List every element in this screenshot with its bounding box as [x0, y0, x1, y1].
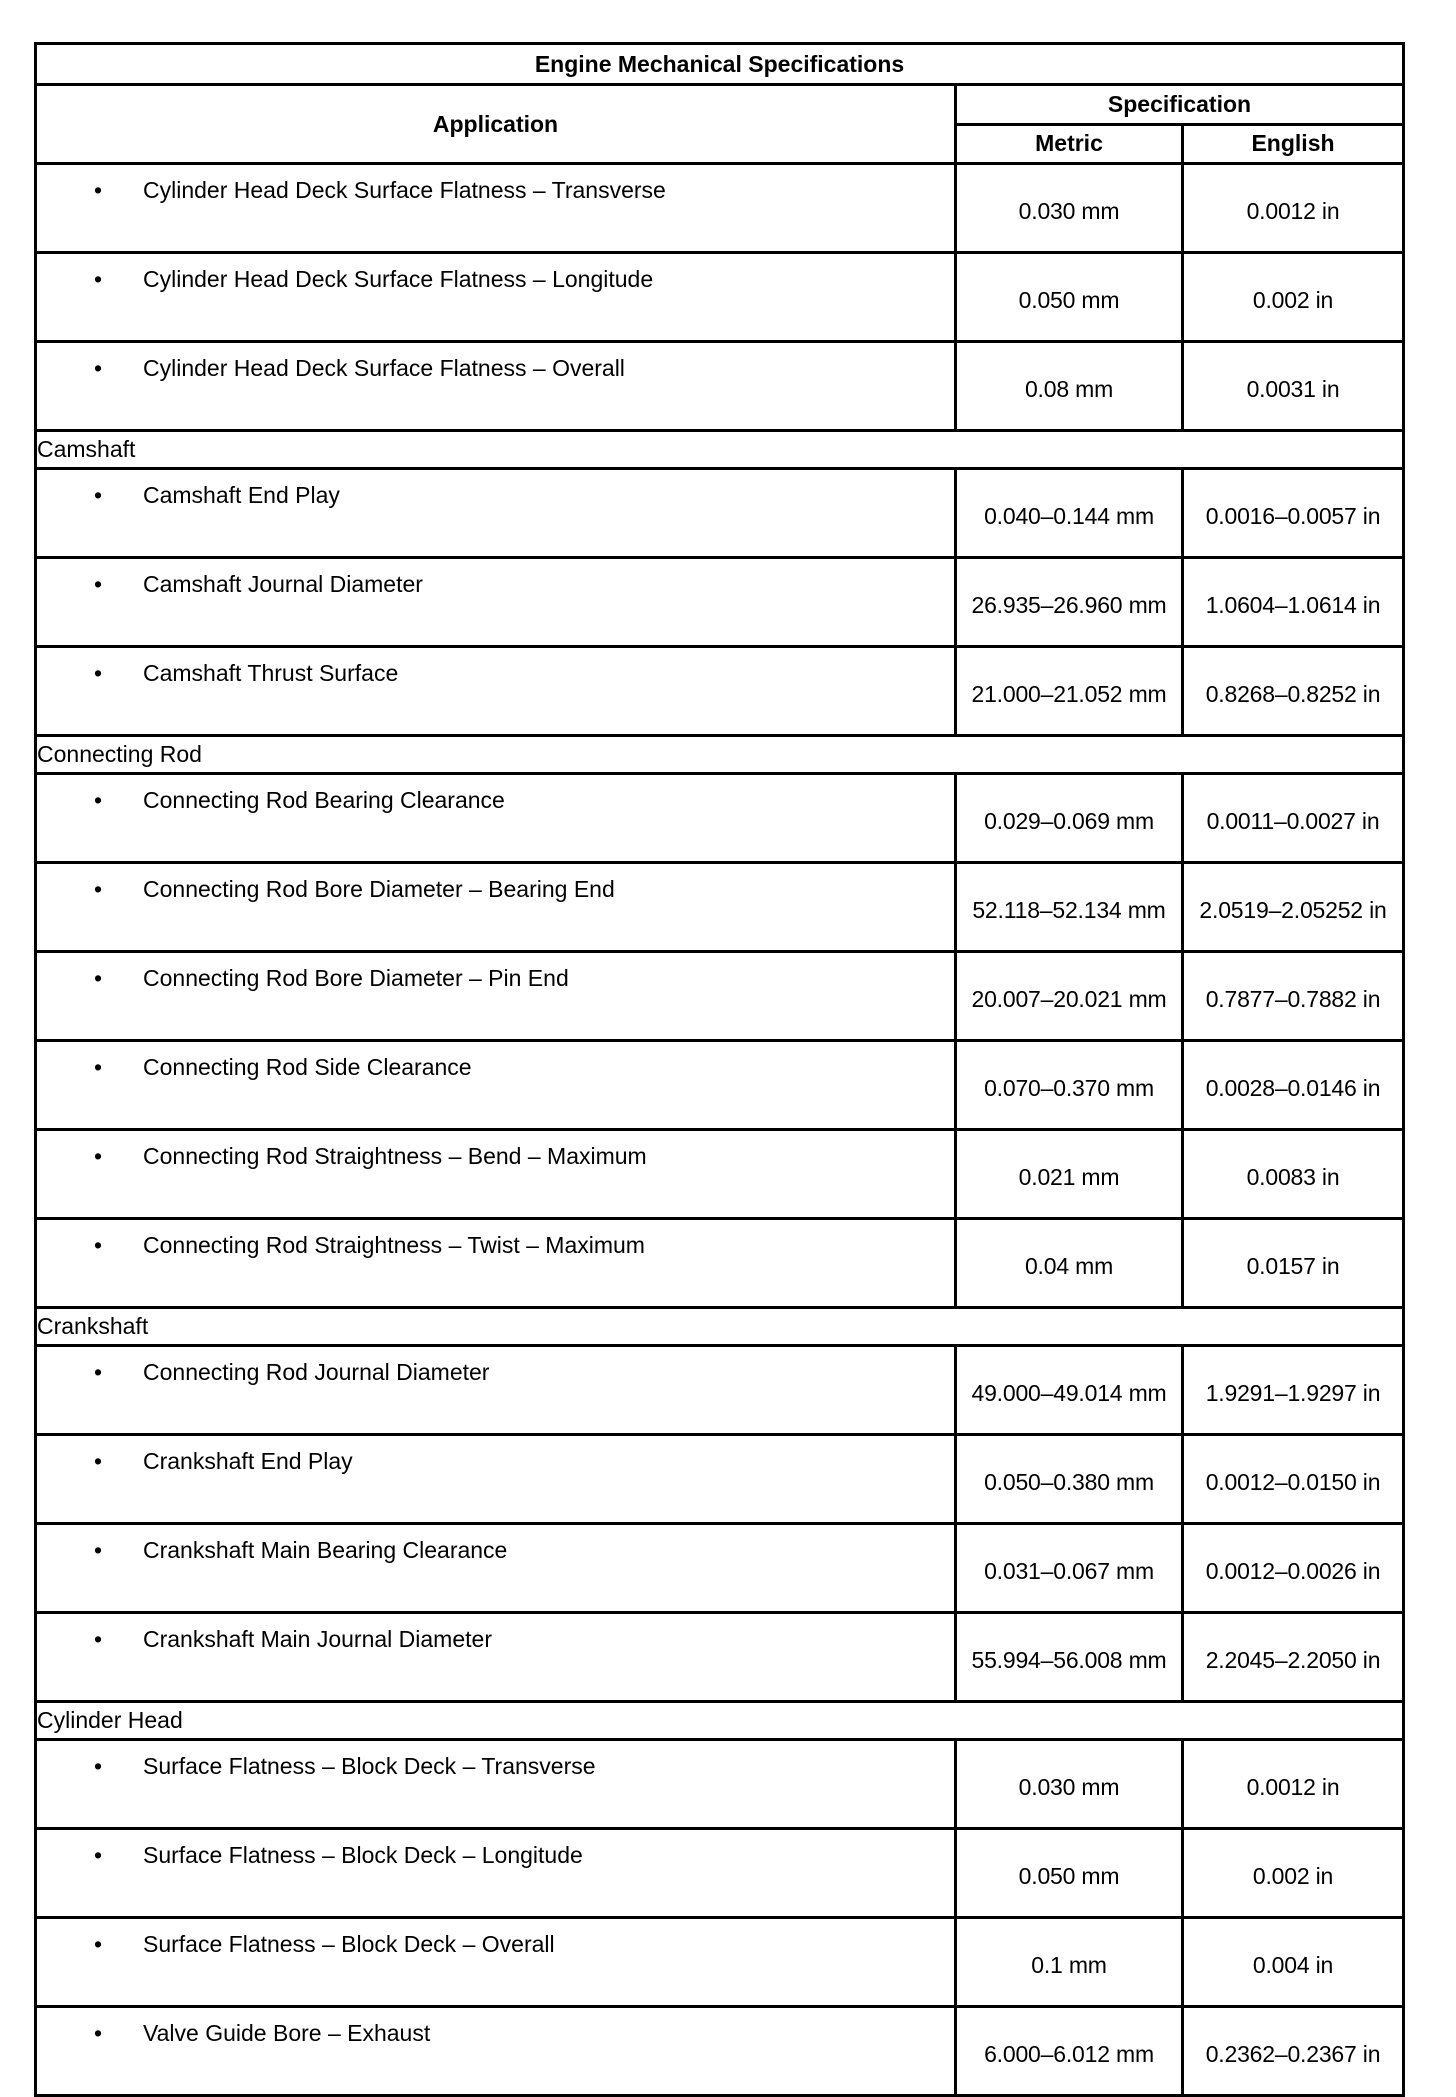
application-label: Connecting Rod Straightness – Bend – Maximum	[143, 1143, 647, 1169]
bullet-icon: •	[94, 1753, 103, 1779]
table-row	[36, 1435, 1404, 1524]
table-row	[36, 1524, 1404, 1613]
bullet-icon: •	[94, 965, 103, 991]
english-header: English	[1183, 124, 1404, 164]
bullet-icon: •	[94, 571, 103, 597]
application-cell	[36, 164, 956, 253]
application-cell	[36, 952, 956, 1041]
table-row	[36, 1829, 1404, 1918]
table-row	[36, 1130, 1404, 1219]
english-value: 0.0012–0.0026 in	[1183, 1524, 1404, 1613]
english-value: 0.0157 in	[1183, 1219, 1404, 1308]
header-row	[36, 85, 1404, 125]
section-row	[36, 1308, 1404, 1346]
application-cell	[36, 1613, 956, 1702]
table-row	[36, 863, 1404, 952]
english-value: 0.0012 in	[1183, 164, 1404, 253]
application-label: Connecting Rod Bore Diameter – Bearing End	[143, 876, 615, 902]
application-cell	[36, 1219, 956, 1308]
english-value: 0.0012 in	[1183, 1740, 1404, 1829]
table-row	[36, 469, 1404, 558]
table-row	[36, 952, 1404, 1041]
specifications-table	[34, 42, 1405, 2097]
table-row	[36, 647, 1404, 736]
application-cell	[36, 1130, 956, 1219]
english-value: 1.0604–1.0614 in	[1183, 558, 1404, 647]
metric-value: 49.000–49.014 mm	[956, 1346, 1183, 1435]
metric-value: 0.070–0.370 mm	[956, 1041, 1183, 1130]
application-cell	[36, 1524, 956, 1613]
metric-value: 0.031–0.067 mm	[956, 1524, 1183, 1613]
application-cell	[36, 1829, 956, 1918]
table-row	[36, 2007, 1404, 2096]
english-value: 0.0031 in	[1183, 342, 1404, 431]
english-value: 0.8268–0.8252 in	[1183, 647, 1404, 736]
english-value: 0.004 in	[1183, 1918, 1404, 2007]
english-value: 2.2045–2.2050 in	[1183, 1613, 1404, 1702]
metric-value: 0.029–0.069 mm	[956, 774, 1183, 863]
application-label: Crankshaft Main Journal Diameter	[143, 1626, 492, 1652]
metric-header: Metric	[956, 124, 1183, 164]
application-cell	[36, 1435, 956, 1524]
bullet-icon: •	[94, 1842, 103, 1868]
application-cell	[36, 253, 956, 342]
english-value: 0.0028–0.0146 in	[1183, 1041, 1404, 1130]
application-label: Crankshaft Main Bearing Clearance	[143, 1537, 508, 1563]
application-cell	[36, 1041, 956, 1130]
english-value: 2.0519–2.05252 in	[1183, 863, 1404, 952]
application-label: Cylinder Head Deck Surface Flatness – Longitude	[143, 266, 654, 292]
section-heading: Connecting Rod	[36, 736, 1404, 774]
bullet-icon: •	[94, 660, 103, 686]
bullet-icon: •	[94, 876, 103, 902]
english-value: 0.0016–0.0057 in	[1183, 469, 1404, 558]
table-row	[36, 1346, 1404, 1435]
metric-value: 0.040–0.144 mm	[956, 469, 1183, 558]
bullet-icon: •	[94, 787, 103, 813]
english-value: 0.002 in	[1183, 253, 1404, 342]
application-label: Connecting Rod Straightness – Twist – Maximum	[143, 1232, 645, 1258]
metric-value: 0.030 mm	[956, 1740, 1183, 1829]
table-row	[36, 774, 1404, 863]
application-label: Cylinder Head Deck Surface Flatness – Overall	[143, 355, 625, 381]
metric-value: 0.04 mm	[956, 1219, 1183, 1308]
application-cell	[36, 2007, 956, 2096]
metric-value: 21.000–21.052 mm	[956, 647, 1183, 736]
application-label: Camshaft Thrust Surface	[143, 660, 399, 686]
english-value: 0.002 in	[1183, 1829, 1404, 1918]
application-label: Surface Flatness – Block Deck – Overall	[143, 1931, 555, 1957]
application-label: Surface Flatness – Block Deck – Transverse	[143, 1753, 596, 1779]
table-title-row	[36, 44, 1404, 85]
application-cell	[36, 1740, 956, 1829]
section-heading: Cylinder Head	[36, 1702, 1404, 1740]
metric-value: 0.050 mm	[956, 253, 1183, 342]
metric-value: 0.08 mm	[956, 342, 1183, 431]
bullet-icon: •	[94, 355, 103, 381]
section-heading: Camshaft	[36, 431, 1404, 469]
table-row	[36, 1041, 1404, 1130]
bullet-icon: •	[94, 1537, 103, 1563]
metric-value: 0.050 mm	[956, 1829, 1183, 1918]
bullet-icon: •	[94, 1626, 103, 1652]
table-title: Engine Mechanical Specifications	[36, 44, 1404, 85]
metric-value: 0.050–0.380 mm	[956, 1435, 1183, 1524]
bullet-icon: •	[94, 1931, 103, 1957]
application-label: Crankshaft End Play	[143, 1448, 353, 1474]
bullet-icon: •	[94, 1232, 103, 1258]
application-label: Cylinder Head Deck Surface Flatness – Transverse	[143, 177, 666, 203]
application-label: Connecting Rod Journal Diameter	[143, 1359, 490, 1385]
bullet-icon: •	[94, 266, 103, 292]
bullet-icon: •	[94, 1448, 103, 1474]
table-row	[36, 1918, 1404, 2007]
metric-value: 6.000–6.012 mm	[956, 2007, 1183, 2096]
section-heading: Crankshaft	[36, 1308, 1404, 1346]
application-header: Application	[36, 85, 956, 164]
metric-value: 0.021 mm	[956, 1130, 1183, 1219]
english-value: 0.2362–0.2367 in	[1183, 2007, 1404, 2096]
table-row	[36, 1740, 1404, 1829]
application-label: Surface Flatness – Block Deck – Longitude	[143, 1842, 583, 1868]
english-value: 1.9291–1.9297 in	[1183, 1346, 1404, 1435]
section-row	[36, 736, 1404, 774]
table-row	[36, 1219, 1404, 1308]
table-row	[36, 558, 1404, 647]
metric-value: 0.030 mm	[956, 164, 1183, 253]
metric-value: 55.994–56.008 mm	[956, 1613, 1183, 1702]
bullet-icon: •	[94, 482, 103, 508]
table-row	[36, 342, 1404, 431]
metric-value: 20.007–20.021 mm	[956, 952, 1183, 1041]
english-value: 0.0011–0.0027 in	[1183, 774, 1404, 863]
application-cell	[36, 469, 956, 558]
english-value: 0.7877–0.7882 in	[1183, 952, 1404, 1041]
metric-value: 26.935–26.960 mm	[956, 558, 1183, 647]
section-row	[36, 431, 1404, 469]
application-label: Camshaft Journal Diameter	[143, 571, 423, 597]
application-label: Connecting Rod Bearing Clearance	[143, 787, 505, 813]
metric-value: 52.118–52.134 mm	[956, 863, 1183, 952]
bullet-icon: •	[94, 2020, 103, 2046]
application-cell	[36, 558, 956, 647]
table-row	[36, 164, 1404, 253]
application-cell	[36, 863, 956, 952]
application-label: Camshaft End Play	[143, 482, 340, 508]
table-body	[36, 164, 1404, 2096]
bullet-icon: •	[94, 1143, 103, 1169]
bullet-icon: •	[94, 1359, 103, 1385]
application-cell	[36, 647, 956, 736]
application-cell	[36, 774, 956, 863]
application-label: Connecting Rod Bore Diameter – Pin End	[143, 965, 569, 991]
application-label: Connecting Rod Side Clearance	[143, 1054, 472, 1080]
application-cell	[36, 342, 956, 431]
application-cell	[36, 1346, 956, 1435]
bullet-icon: •	[94, 177, 103, 203]
metric-value: 0.1 mm	[956, 1918, 1183, 2007]
application-cell	[36, 1918, 956, 2007]
section-row	[36, 1702, 1404, 1740]
table-row	[36, 1613, 1404, 1702]
specification-header: Specification	[956, 85, 1404, 125]
spec-sheet	[34, 42, 1402, 2097]
application-label: Valve Guide Bore – Exhaust	[143, 2020, 431, 2046]
table-row	[36, 253, 1404, 342]
english-value: 0.0012–0.0150 in	[1183, 1435, 1404, 1524]
bullet-icon: •	[94, 1054, 103, 1080]
english-value: 0.0083 in	[1183, 1130, 1404, 1219]
